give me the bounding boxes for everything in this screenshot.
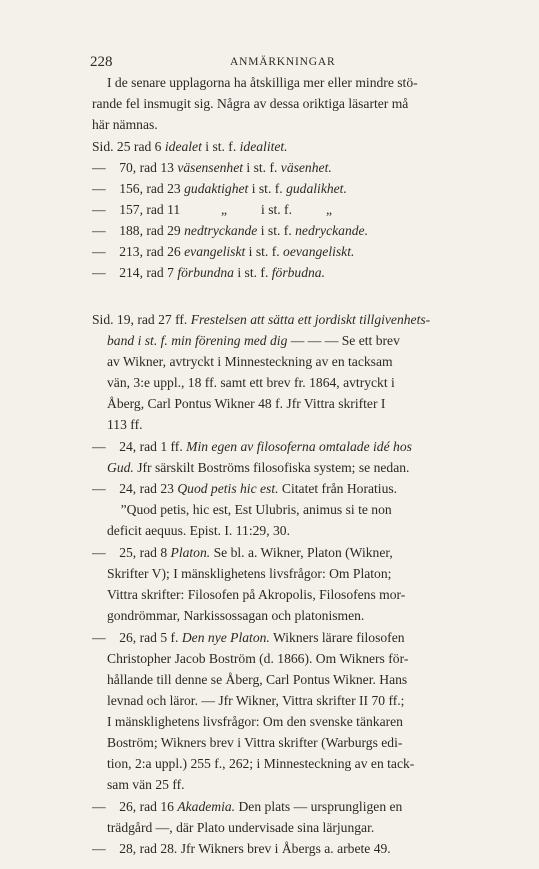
text-line <box>107 521 539 541</box>
text-line <box>92 179 539 199</box>
italic-text: band i st. f. min förening med dig <box>107 333 288 348</box>
italic-text: Gud. <box>107 460 134 475</box>
text-segment: i st. f. <box>248 181 287 196</box>
text-segment: — 188, rad 29 <box>92 223 185 238</box>
italic-text: Akademia. <box>177 799 236 814</box>
text-line <box>92 200 539 220</box>
text-line <box>107 606 539 626</box>
text-line <box>107 670 539 690</box>
italic-text: oevangeliskt. <box>283 244 355 259</box>
italic-text: gudalikhet. <box>286 181 347 196</box>
text-segment: — — — Se ett brev <box>287 333 400 348</box>
text-line <box>107 394 539 414</box>
italic-text: idealitet. <box>239 139 288 154</box>
text-line <box>92 543 539 563</box>
italic-text: evangeliskt <box>184 244 246 259</box>
text-segment: Jfr särskilt Boströms filosofiska system; se nedan. <box>133 460 410 475</box>
text-segment: trädgård —, där Plato undervisade sina lärjungar. <box>107 820 375 835</box>
text-segment: vän, 3:e uppl., 18 ff. samt ett brev fr. 1864, avtryckt i <box>107 375 395 390</box>
text-line <box>92 242 539 262</box>
text-segment: gondrömmar, Narkissossagan och platonismen. <box>107 608 365 623</box>
text-line <box>107 691 539 711</box>
italic-text: Min egen av filosoferna omtalade idé hos <box>186 439 412 454</box>
text-segment: i st. f. <box>245 244 284 259</box>
text-segment: 113 ff. <box>107 417 143 432</box>
italic-text: väsensenhet <box>177 160 244 175</box>
text-segment: — 28, rad 28. Jfr Wikners brev i Åbergs a. arbete 49. <box>92 841 391 856</box>
text-segment: ”Quod petis, hic est, Est Ulubris, animus si te non <box>107 502 392 517</box>
text-line <box>92 221 539 241</box>
text-segment: — 157, rad 11 „ i st. f. „ <box>92 202 333 217</box>
text-segment: i st. f. <box>257 223 296 238</box>
italic-text: gudaktighet <box>184 181 249 196</box>
text-segment: Citatet från Horatius. <box>278 481 398 496</box>
text-line <box>92 310 539 330</box>
text-segment: — 156, rad 23 <box>92 181 185 196</box>
text-line <box>107 373 539 393</box>
text-line <box>92 115 539 135</box>
text-segment: — 24, rad 1 ff. <box>92 439 187 454</box>
text-line <box>92 263 539 283</box>
italic-text: förbundna <box>177 265 234 280</box>
italic-text: idealet <box>164 139 202 154</box>
text-line <box>92 797 539 817</box>
text-segment: Vittra skrifter: Filosofen på Akropolis, Filosofens mor- <box>107 587 406 602</box>
text-line <box>92 839 539 859</box>
text-line <box>92 628 539 648</box>
text-line <box>92 94 539 114</box>
text-segment: Boström; Wikners brev i Vittra skrifter (Warburgs edi- <box>107 735 403 750</box>
text-segment: Wikners lärare filosofen <box>269 630 405 645</box>
text-line <box>107 415 539 435</box>
text-line <box>107 775 539 795</box>
running-title: ANMÄRKNINGAR <box>230 56 336 68</box>
text-segment: levnad och läror. — Jfr Wikner, Vittra skrifter II 70 ff.; <box>107 693 405 708</box>
text-segment: — 26, rad 16 <box>92 799 178 814</box>
text-segment: I mänsklighetens livsfrågor: Om den svenske tänkaren <box>107 714 403 729</box>
text-segment: i st. f. <box>201 139 240 154</box>
text-segment: här nämnas. <box>92 117 158 132</box>
text-line <box>107 712 539 732</box>
page-number: 228 <box>90 54 113 70</box>
text-segment: tion, 2:a uppl.) 255 f., 262; i Minnesteckning av en tack- <box>107 756 415 771</box>
text-line <box>92 437 539 457</box>
text-segment: sam vän 25 ff. <box>107 777 185 792</box>
text-segment: — 70, rad 13 <box>92 160 178 175</box>
text-segment: Åberg, Carl Pontus Wikner 48 f. Jfr Vittra skrifter I <box>107 396 386 411</box>
italic-text: förbudna. <box>271 265 325 280</box>
text-line <box>107 458 539 478</box>
text-segment: Sid. 25 rad 6 <box>92 139 165 154</box>
text-line <box>107 585 539 605</box>
text-segment: i st. f. <box>233 265 272 280</box>
text-segment: Sid. 19, rad 27 ff. <box>92 312 191 327</box>
text-line <box>92 137 539 157</box>
text-line <box>107 352 539 372</box>
italic-text: nedryckande. <box>295 223 368 238</box>
text-segment: Skrifter V); I mänsklighetens livsfrågor: Om Platon; <box>107 566 392 581</box>
text-segment: rande fel insmugit sig. Några av dessa oriktiga läsarter må <box>92 96 409 111</box>
text-segment: — 24, rad 23 <box>92 481 178 496</box>
italic-text: Platon. <box>170 545 211 560</box>
italic-text: Den nye Platon. <box>181 630 270 645</box>
text-line <box>107 500 539 520</box>
text-line <box>107 649 539 669</box>
page-header <box>90 54 450 74</box>
text-line <box>107 754 539 774</box>
italic-text: Frestelsen att sätta ett jordiskt tillgivenhets- <box>190 312 431 327</box>
text-segment: — 213, rad 26 <box>92 244 185 259</box>
text-line <box>92 479 539 499</box>
text-segment: I de senare upplagorna ha åtskilliga mer eller mindre stö- <box>107 75 418 90</box>
text-segment: — 214, rad 7 <box>92 265 178 280</box>
text-segment: — 25, rad 8 <box>92 545 171 560</box>
text-line <box>107 733 539 753</box>
text-segment: Se bl. a. Wikner, Platon (Wikner, <box>210 545 393 560</box>
text-segment: deficit aequus. Epist. I. 11:29, 30. <box>107 523 290 538</box>
text-segment: i st. f. <box>243 160 281 175</box>
text-line <box>107 818 539 838</box>
text-line <box>107 331 539 351</box>
text-segment: hållande till denne se Åberg, Carl Pontus Wikner. Hans <box>107 672 408 687</box>
text-line <box>107 564 539 584</box>
text-segment: Christopher Jacob Boström (d. 1866). Om Wikners för- <box>107 651 409 666</box>
text-segment: — 26, rad 5 f. <box>92 630 182 645</box>
italic-text: nedtryckande <box>184 223 258 238</box>
text-segment: Den plats — ursprungligen en <box>235 799 403 814</box>
text-segment: av Wikner, avtryckt i Minnesteckning av en tacksam <box>107 354 393 369</box>
text-line <box>107 73 539 93</box>
text-line <box>92 158 539 178</box>
italic-text: Quod petis hic est. <box>177 481 279 496</box>
italic-text: väsenhet. <box>280 160 332 175</box>
